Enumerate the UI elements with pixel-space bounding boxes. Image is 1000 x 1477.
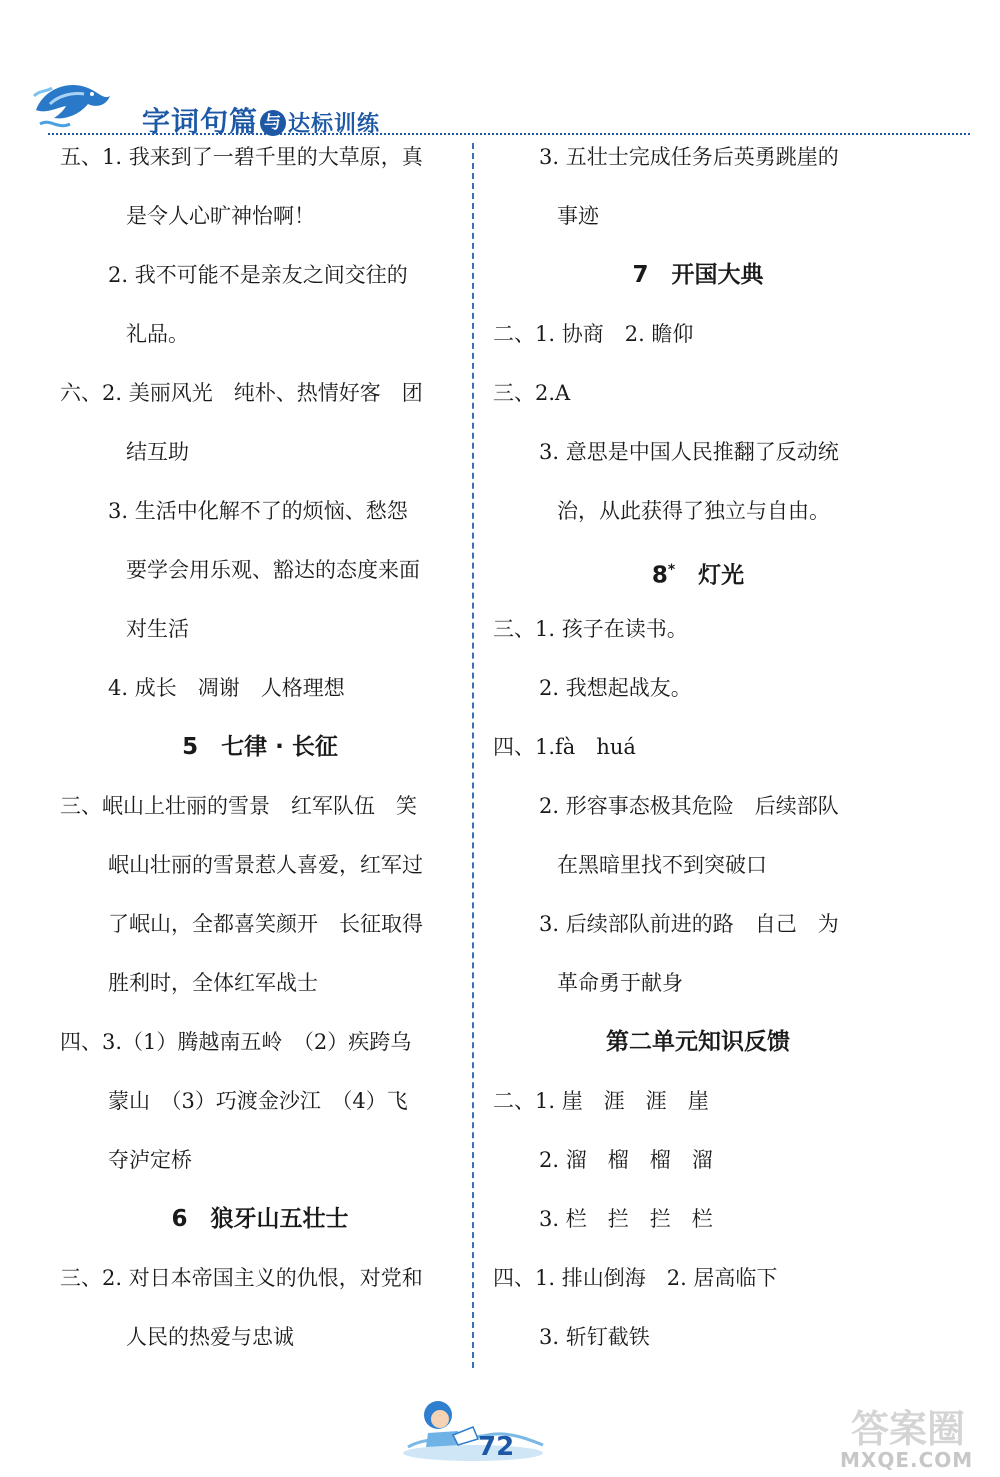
answer-line: 夺泸定桥 — [108, 1148, 192, 1172]
answer-line: 人民的热爱与忠诚 — [126, 1325, 294, 1349]
right-column — [493, 128, 903, 1367]
answer-line: 要学会用乐观、豁达的态度来面 — [126, 558, 420, 582]
page-header — [30, 70, 970, 138]
answer-line: 在黑暗里找不到突破口 — [557, 853, 767, 877]
answer-line: 事迹 — [557, 204, 599, 228]
section-heading: 第二单元知识反馈 — [606, 1029, 790, 1055]
answer-line: 岷山壮丽的雪景惹人喜爱，红军过 — [108, 853, 423, 877]
lesson-heading: 5 七律 · 长征 — [182, 734, 338, 760]
answer-line: 2. 形容事态极其危险 后续部队 — [539, 794, 839, 818]
answer-line: 了岷山，全都喜笑颜开 长征取得 — [108, 912, 423, 936]
answer-line: 对生活 — [126, 617, 189, 641]
answer-line: 2. 我想起战友。 — [539, 676, 692, 700]
answer-line: 3. 意思是中国人民推翻了反动统 — [539, 440, 839, 464]
answer-line: 三、岷山上壮丽的雪景 红军队伍 笑 — [60, 794, 417, 818]
svg-text:答案圈: 答案圈 — [851, 1407, 966, 1451]
answer-line: 四、3.（1）腾越南五岭 （2）疾跨乌 — [60, 1030, 412, 1054]
answer-line: 3. 栏 拦 拦 栏 — [539, 1207, 713, 1231]
answer-line: 3. 后续部队前进的路 自己 为 — [539, 912, 839, 936]
answer-line: 二、1. 协商 2. 瞻仰 — [493, 322, 694, 346]
answer-line: 三、2.A — [493, 381, 571, 405]
column-divider — [472, 143, 474, 1368]
answer-line: 是令人心旷神怡啊！ — [126, 204, 315, 228]
watermark-url: MXQE.COM — [840, 1448, 974, 1472]
answer-line: 2. 溜 榴 榴 溜 — [539, 1148, 713, 1172]
answer-line: 3. 五壮士完成任务后英勇跳崖的 — [539, 145, 839, 169]
lesson-heading: 6 狼牙山五壮士 — [171, 1206, 349, 1232]
answer-line: 四、1.fà huá — [493, 735, 636, 759]
answer-line: 3. 生活中化解不了的烦恼、愁怨 — [108, 499, 408, 523]
answer-line: 3. 斩钉截铁 — [539, 1325, 650, 1349]
yu-badge: 与 — [260, 110, 286, 136]
answer-line: 三、2. 对日本帝国主义的仇恨，对党和 — [60, 1266, 423, 1290]
dolphin-logo-icon — [30, 74, 120, 134]
answer-line: 治，从此获得了独立与自由。 — [557, 499, 830, 523]
page-number: 72 — [478, 1432, 515, 1462]
answer-line: 革命勇于献身 — [557, 971, 683, 995]
optional-star: * — [667, 562, 676, 578]
answer-line: 二、1. 崖 涯 涯 崖 — [493, 1089, 709, 1113]
lesson-heading: 7 开国大典 — [632, 262, 764, 288]
answer-line: 胜利时，全体红军战士 — [108, 971, 318, 995]
answer-line: 结互助 — [126, 440, 189, 464]
lesson-heading: 8* 灯光 — [651, 562, 745, 589]
answer-line: 礼品。 — [126, 322, 189, 346]
answer-line: 四、1. 排山倒海 2. 居高临下 — [493, 1266, 778, 1290]
answer-line: 2. 我不可能不是亲友之间交往的 — [108, 263, 408, 287]
book-title: 字词句篇 与 达标训练 — [142, 105, 381, 138]
answer-line: 三、1. 孩子在读书。 — [493, 617, 688, 641]
answer-line: 六、2. 美丽风光 纯朴、热情好客 团 — [60, 381, 423, 405]
left-column — [60, 128, 460, 1367]
answer-line: 蒙山 （3）巧渡金沙江 （4）飞 — [108, 1089, 408, 1113]
answer-line: 五、1. 我来到了一碧千里的大草原，真 — [60, 145, 423, 169]
reading-child-icon — [398, 1395, 548, 1465]
answer-line: 4. 成长 凋谢 人格理想 — [108, 676, 345, 700]
